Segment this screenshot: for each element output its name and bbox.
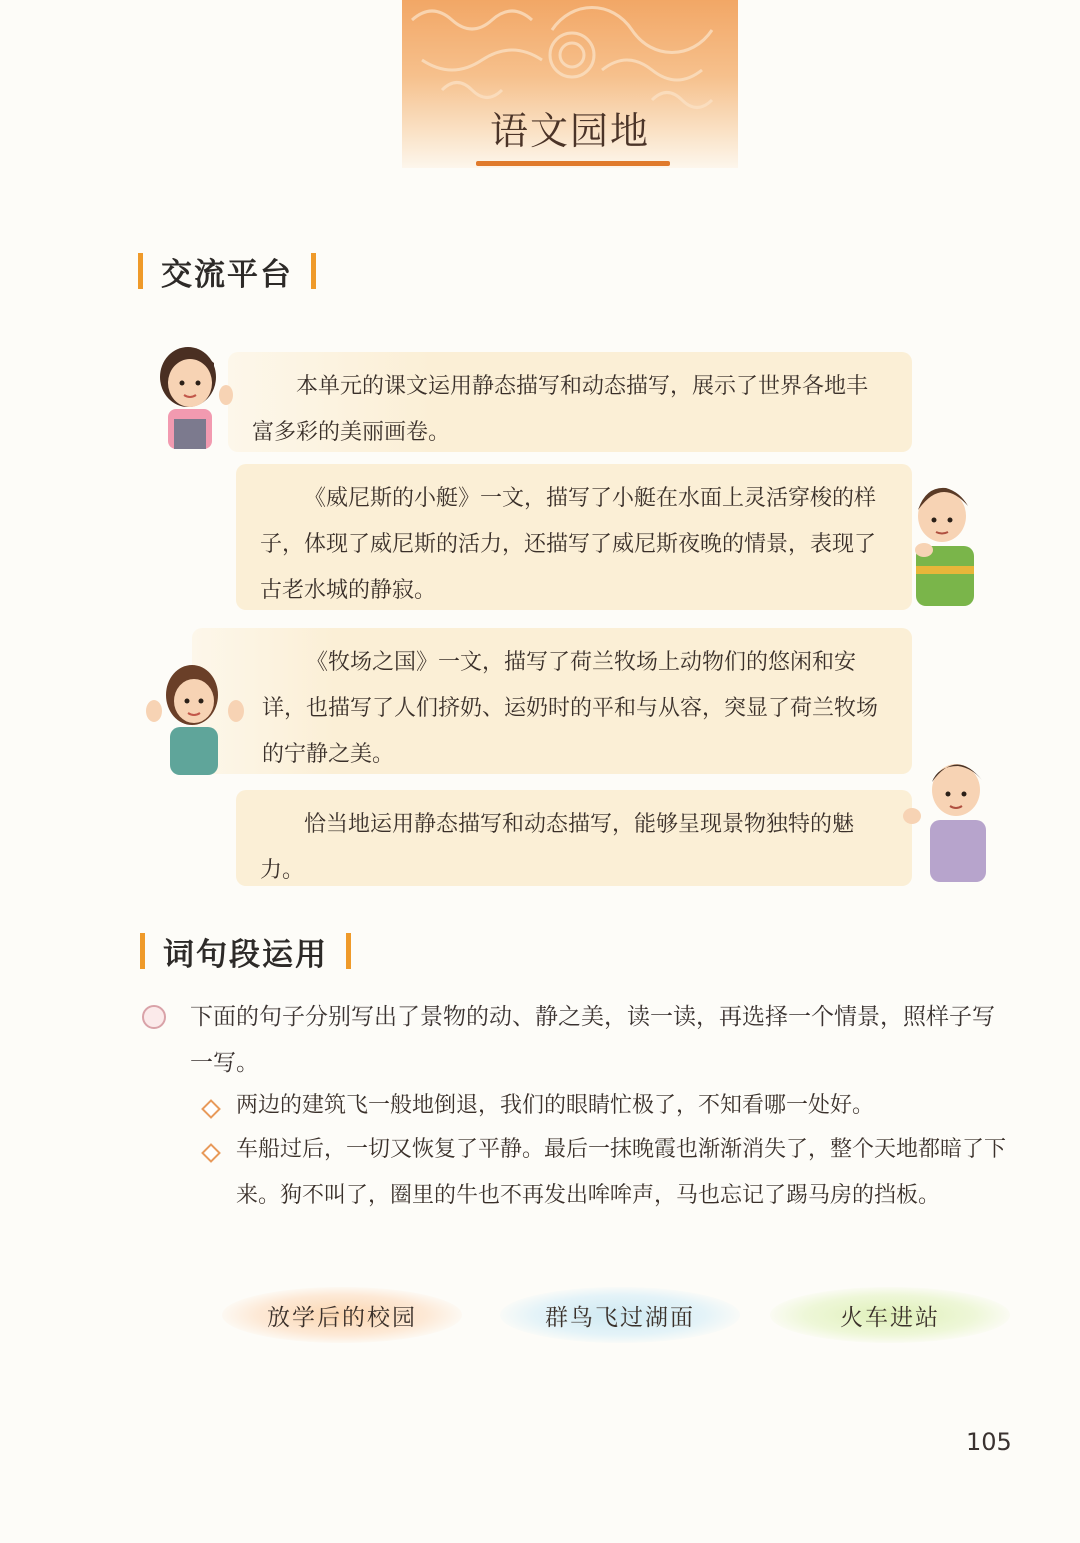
topic-option-2: 群鸟飞过湖面	[500, 1287, 740, 1343]
example-sentence-2: 车船过后，一切又恢复了平静。最后一抹晚霞也渐渐消失了，整个天地都暗了下来。狗不叫了，圈里的牛也不再发出哞哞声，马也忘记了踢马房的挡板。	[236, 1137, 1007, 1208]
speech-bubble-4	[236, 790, 912, 886]
title-underline	[476, 161, 670, 166]
speech-bubble-2	[236, 464, 912, 610]
diamond-bullet-icon	[201, 1099, 221, 1119]
heading-bar-left	[140, 933, 145, 969]
bubble-text: 《威尼斯的小艇》一文，描写了小艇在水面上灵活穿梭的样子，体现了威尼斯的活力，还描写了威尼斯夜晚的情景，表现了古老水城的静寂。	[260, 486, 877, 603]
bubble-text: 本单元的课文运用静态描写和动态描写，展示了世界各地丰富多彩的美丽画卷。	[252, 374, 869, 445]
exercise-badge-icon	[142, 1005, 166, 1029]
speech-bubble-3	[192, 628, 912, 774]
section-title: 词句段运用	[163, 936, 328, 973]
page-title: 语文园地	[489, 109, 650, 153]
bubble-text: 恰当地运用静态描写和动态描写，能够呈现景物独特的魅力。	[260, 812, 855, 883]
heading-bar-right	[311, 253, 316, 289]
bubble-text: 《牧场之国》一文，描写了荷兰牧场上动物们的悠闲和安详，也描写了人们挤奶、运奶时的平和与从容，突显了荷兰牧场的宁静之美。	[262, 650, 879, 767]
section-heading-exchange	[138, 249, 316, 293]
page-number: 105	[966, 1428, 1012, 1456]
topic-option-3: 火车进站	[770, 1287, 1010, 1343]
heading-bar-right	[346, 933, 351, 969]
heading-bar-left	[138, 253, 143, 289]
title-banner	[402, 0, 738, 168]
example-sentence-1: 两边的建筑飞一般地倒退，我们的眼睛忙极了，不知看哪一处好。	[236, 1093, 875, 1118]
section-heading-usage	[140, 929, 351, 973]
exercise-instruction: 下面的句子分别写出了景物的动、静之美，读一读，再选择一个情景，照样子写一写。	[190, 1004, 995, 1076]
diamond-bullet-icon	[201, 1143, 221, 1163]
boy-illustration-icon	[902, 480, 982, 610]
topic-option-1: 放学后的校园	[222, 1287, 462, 1343]
speech-bubble-1	[228, 352, 912, 452]
boy-illustration-2-icon	[898, 752, 1010, 884]
section-title: 交流平台	[161, 256, 293, 293]
girl-illustration-icon	[140, 335, 240, 455]
girl-illustration-2-icon	[140, 655, 250, 780]
